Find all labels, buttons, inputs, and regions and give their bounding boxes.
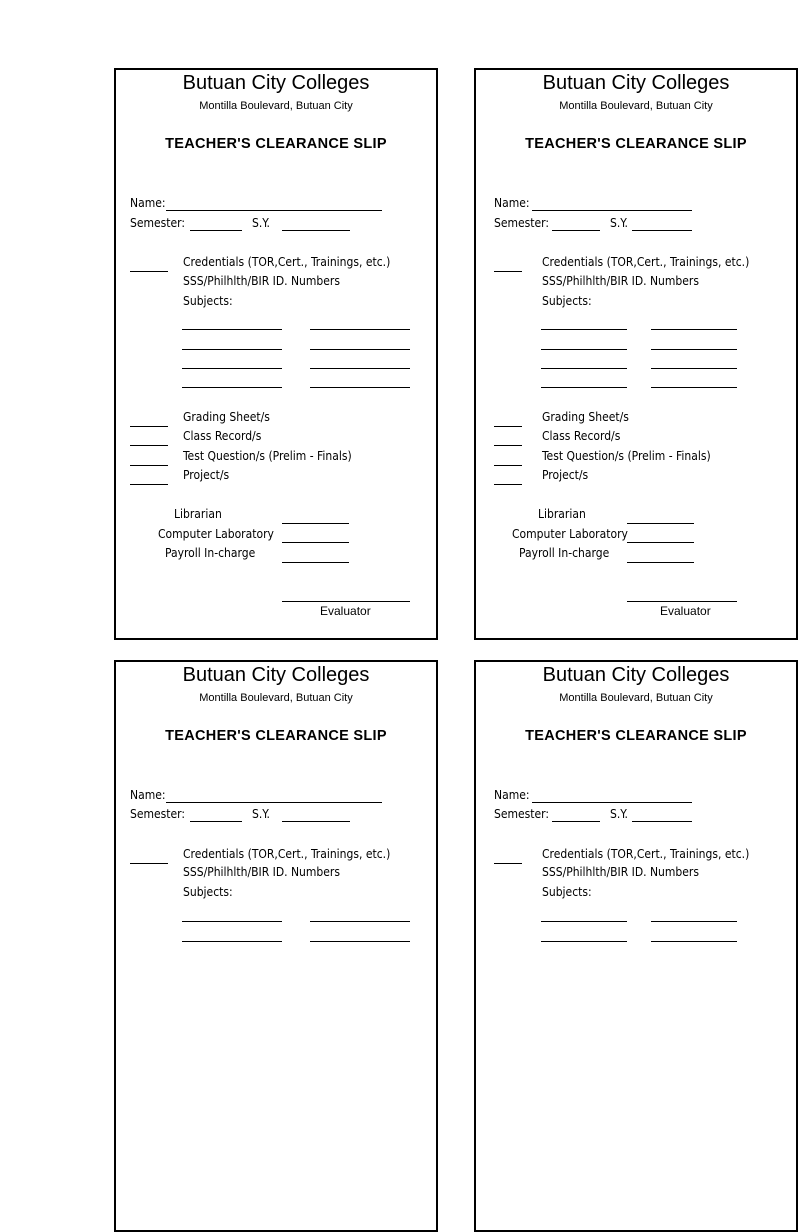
slip-heading: TEACHER'S CLEARANCE SLIP xyxy=(165,136,387,152)
slip-heading: TEACHER'S CLEARANCE SLIP xyxy=(525,728,747,744)
subject-line xyxy=(182,368,282,369)
slip-heading: TEACHER'S CLEARANCE SLIP xyxy=(165,728,387,744)
subject-line xyxy=(651,368,737,369)
subject-line xyxy=(310,921,410,922)
subject-line xyxy=(541,921,627,922)
class-record-label: Class Record/s xyxy=(542,429,621,443)
ids-label: SSS/Philhlth/BIR ID. Numbers xyxy=(542,274,699,288)
ids-label: SSS/Philhlth/BIR ID. Numbers xyxy=(183,274,340,288)
subject-line xyxy=(310,387,410,388)
computer-lab-line xyxy=(627,542,694,543)
subject-line xyxy=(541,387,627,388)
evaluator-line xyxy=(627,601,737,602)
evaluator-label: Evaluator xyxy=(320,604,371,618)
sy-label: S.Y. xyxy=(610,216,628,230)
subject-line xyxy=(182,329,282,330)
test-questions-label: Test Question/s (Prelim - Finals) xyxy=(183,449,352,463)
subject-line xyxy=(310,329,410,330)
semester-label: Semester: xyxy=(494,807,550,821)
slip-heading: TEACHER'S CLEARANCE SLIP xyxy=(525,136,747,152)
credentials-check-line xyxy=(130,271,168,272)
subject-line xyxy=(651,329,737,330)
subject-line xyxy=(310,368,410,369)
subject-line xyxy=(182,387,282,388)
sy-line xyxy=(632,821,692,822)
credentials-check-line xyxy=(494,863,522,864)
subject-line xyxy=(541,941,627,942)
class-record-check-line xyxy=(130,445,168,446)
payroll-label: Payroll In-charge xyxy=(165,546,256,560)
class-record-label: Class Record/s xyxy=(183,429,262,443)
school-name: Butuan City Colleges xyxy=(182,664,370,686)
project-label: Project/s xyxy=(183,468,230,482)
subject-line xyxy=(541,349,627,350)
subject-line xyxy=(182,941,282,942)
name-label: Name: xyxy=(494,788,530,802)
subject-line xyxy=(182,921,282,922)
subject-line xyxy=(651,941,737,942)
librarian-line xyxy=(627,523,694,524)
subjects-label: Subjects: xyxy=(542,885,592,899)
name-label: Name: xyxy=(494,196,530,210)
computer-lab-line xyxy=(282,542,349,543)
librarian-line xyxy=(282,523,349,524)
computer-lab-label: Computer Laboratory xyxy=(512,527,628,541)
subject-line xyxy=(651,921,737,922)
school-name: Butuan City Colleges xyxy=(542,72,730,94)
subject-line xyxy=(651,387,737,388)
school-address: Montilla Boulevard, Butuan City xyxy=(199,100,353,112)
name-line xyxy=(532,802,692,803)
ids-label: SSS/Philhlth/BIR ID. Numbers xyxy=(183,865,340,879)
name-line xyxy=(532,210,692,211)
semester-line xyxy=(552,230,600,231)
subject-line xyxy=(541,368,627,369)
semester-label: Semester: xyxy=(130,216,186,230)
clearance-slip-2 xyxy=(474,68,798,640)
semester-label: Semester: xyxy=(130,807,186,821)
semester-line xyxy=(190,230,242,231)
payroll-line xyxy=(627,562,694,563)
semester-label: Semester: xyxy=(494,216,550,230)
librarian-label: Librarian xyxy=(174,507,222,521)
sy-line xyxy=(282,230,350,231)
sy-line xyxy=(282,821,350,822)
name-line xyxy=(166,210,382,211)
semester-line xyxy=(552,821,600,822)
test-questions-label: Test Question/s (Prelim - Finals) xyxy=(542,449,711,463)
clearance-slip-1 xyxy=(114,68,438,640)
credentials-check-line xyxy=(494,271,522,272)
evaluator-label: Evaluator xyxy=(660,604,711,618)
subject-line xyxy=(541,329,627,330)
subject-line xyxy=(310,941,410,942)
test-questions-check-line xyxy=(494,465,522,466)
credentials-check-line xyxy=(130,863,168,864)
sy-label: S.Y. xyxy=(252,216,270,230)
sy-label: S.Y. xyxy=(610,807,628,821)
name-label: Name: xyxy=(130,196,166,210)
ids-label: SSS/Philhlth/BIR ID. Numbers xyxy=(542,865,699,879)
payroll-line xyxy=(282,562,349,563)
grading-label: Grading Sheet/s xyxy=(183,410,270,424)
clearance-slip-3 xyxy=(114,660,438,1232)
subject-line xyxy=(310,349,410,350)
grading-check-line xyxy=(130,426,168,427)
school-name: Butuan City Colleges xyxy=(182,72,370,94)
subjects-label: Subjects: xyxy=(542,294,592,308)
name-label: Name: xyxy=(130,788,166,802)
payroll-label: Payroll In-charge xyxy=(519,546,610,560)
subjects-label: Subjects: xyxy=(183,294,233,308)
subjects-label: Subjects: xyxy=(183,885,233,899)
grading-check-line xyxy=(494,426,522,427)
class-record-check-line xyxy=(494,445,522,446)
project-label: Project/s xyxy=(542,468,589,482)
computer-lab-label: Computer Laboratory xyxy=(158,527,274,541)
sy-line xyxy=(632,230,692,231)
credentials-label: Credentials (TOR,Cert., Trainings, etc.) xyxy=(183,847,391,861)
clearance-slip-4 xyxy=(474,660,798,1232)
name-line xyxy=(166,802,382,803)
semester-line xyxy=(190,821,242,822)
grading-label: Grading Sheet/s xyxy=(542,410,629,424)
credentials-label: Credentials (TOR,Cert., Trainings, etc.) xyxy=(542,255,750,269)
credentials-label: Credentials (TOR,Cert., Trainings, etc.) xyxy=(542,847,750,861)
school-address: Montilla Boulevard, Butuan City xyxy=(559,100,713,112)
project-check-line xyxy=(494,484,522,485)
evaluator-line xyxy=(282,601,410,602)
test-questions-check-line xyxy=(130,465,168,466)
project-check-line xyxy=(130,484,168,485)
school-address: Montilla Boulevard, Butuan City xyxy=(559,692,713,704)
school-name: Butuan City Colleges xyxy=(542,664,730,686)
credentials-label: Credentials (TOR,Cert., Trainings, etc.) xyxy=(183,255,391,269)
subject-line xyxy=(182,349,282,350)
sy-label: S.Y. xyxy=(252,807,270,821)
subject-line xyxy=(651,349,737,350)
school-address: Montilla Boulevard, Butuan City xyxy=(199,692,353,704)
librarian-label: Librarian xyxy=(538,507,586,521)
